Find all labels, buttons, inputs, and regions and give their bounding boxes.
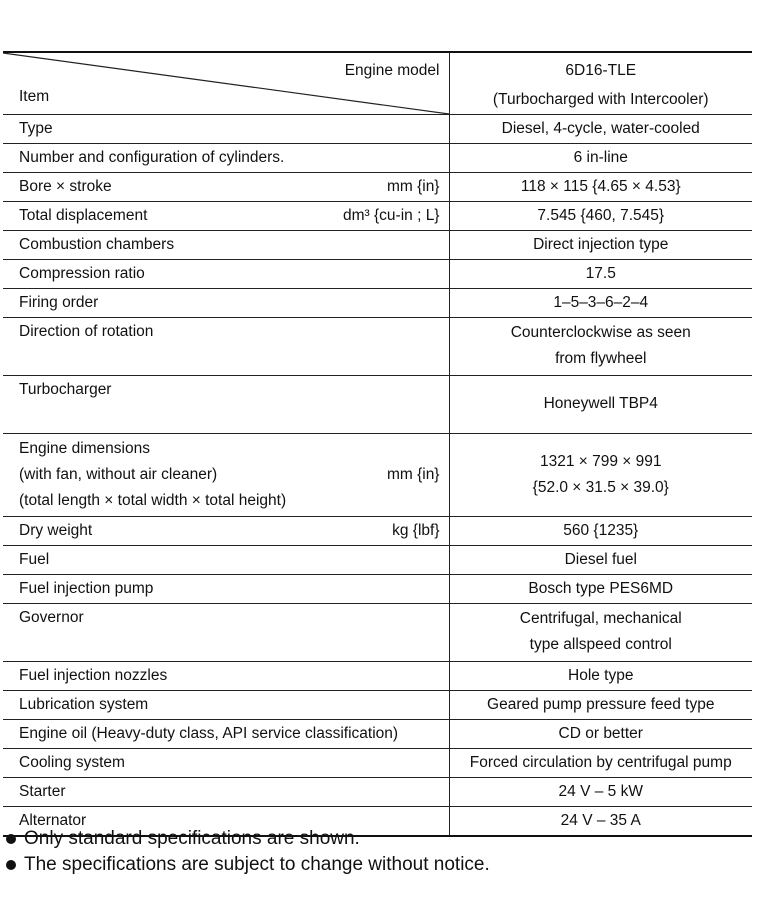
- row-item: Total displacement: [19, 207, 148, 224]
- header-item-cell: [3, 52, 449, 115]
- model-name: 6D16-TLE: [565, 62, 637, 79]
- table-row: [3, 749, 752, 778]
- row-item: Starter: [19, 783, 66, 800]
- table-row: [3, 289, 752, 318]
- row-value: Direct injection type: [533, 236, 669, 253]
- notes: [4, 826, 490, 878]
- row-item: Turbocharger: [19, 381, 112, 398]
- row-item: Dry weight: [19, 522, 93, 539]
- table-row: [3, 144, 752, 173]
- table-row: [3, 202, 752, 231]
- row-value-line2: {52.0 × 31.5 × 39.0}: [532, 479, 669, 496]
- row-value: 1321 × 799 × 991: [539, 453, 662, 470]
- row-item: Type: [19, 120, 53, 137]
- row-value: Hole type: [568, 667, 634, 684]
- row-value: Counterclockwise as seen: [510, 324, 691, 341]
- table-row: [3, 376, 752, 434]
- table-row: [3, 115, 752, 144]
- note-text: Only standard specifications are shown.: [24, 828, 360, 849]
- row-value-line2: type allspeed control: [529, 636, 672, 653]
- table-row: [3, 318, 752, 376]
- row-item: Fuel injection nozzles: [19, 667, 168, 684]
- row-value: 118 × 115 {4.65 × 4.53}: [520, 178, 681, 195]
- row-item: Governor: [19, 609, 84, 626]
- row-value: 1–5–3–6–2–4: [553, 294, 649, 311]
- item-label: Item: [19, 88, 50, 105]
- table-row: [3, 546, 752, 575]
- note-item: [4, 826, 490, 852]
- note-item: [4, 852, 490, 878]
- table-row: [3, 720, 752, 749]
- table-row: [3, 173, 752, 202]
- row-value-line2: from flywheel: [555, 350, 647, 367]
- row-item: Engine dimensions: [19, 440, 150, 457]
- row-value: Forced circulation by centrifugal pump: [469, 754, 732, 771]
- row-unit: dm³ {cu-in ; L}: [343, 207, 440, 224]
- table-header-row: [3, 52, 752, 115]
- row-item: Lubrication system: [19, 696, 149, 713]
- model-desc: (Turbocharged with Intercooler): [492, 91, 709, 108]
- table-row: [3, 434, 752, 517]
- row-value: Diesel fuel: [564, 551, 637, 568]
- row-value: 560 {1235}: [563, 522, 639, 539]
- row-value: Geared pump pressure feed type: [487, 696, 715, 713]
- row-item: Number and configuration of cylinders.: [19, 149, 285, 166]
- row-value: 24 V – 35 A: [560, 812, 641, 829]
- row-item: Engine oil (Heavy-duty class, API service classification): [19, 725, 399, 742]
- row-item-line2: (with fan, without air cleaner): [19, 466, 218, 483]
- row-value: Diesel, 4-cycle, water-cooled: [501, 120, 700, 137]
- engine-model-label: Engine model: [344, 62, 440, 79]
- table-row: [3, 575, 752, 604]
- note-text: The specifications are subject to change without notice.: [24, 854, 490, 875]
- header-model-cell: [449, 52, 752, 115]
- table-row: [3, 260, 752, 289]
- row-item: Cooling system: [19, 754, 125, 771]
- row-item-line3: (total length × total width × total height): [19, 492, 287, 509]
- row-value: 17.5: [585, 265, 616, 282]
- table-row: [3, 231, 752, 260]
- row-item: Compression ratio: [19, 265, 145, 282]
- table-row: [3, 662, 752, 691]
- spec-table: [3, 51, 752, 837]
- row-item: Firing order: [19, 294, 99, 311]
- row-item: Combustion chambers: [19, 236, 175, 253]
- row-item: Fuel injection pump: [19, 580, 154, 597]
- row-item: Alternator: [19, 812, 87, 829]
- row-value: Centrifugal, mechanical: [519, 610, 682, 627]
- row-unit: mm {in}: [386, 178, 440, 195]
- table-row: [3, 691, 752, 720]
- row-unit: kg {lbf}: [392, 522, 440, 539]
- row-value: 24 V – 5 kW: [558, 783, 643, 800]
- bullet-icon: [6, 860, 16, 870]
- row-value: Bosch type PES6MD: [528, 580, 674, 597]
- row-item: Fuel: [19, 551, 50, 568]
- row-value: 6 in-line: [573, 149, 628, 166]
- table-row: [3, 778, 752, 807]
- row-value: Honeywell TBP4: [543, 395, 658, 412]
- row-item: Bore × stroke: [19, 178, 112, 195]
- table-row: [3, 517, 752, 546]
- table-row: [3, 604, 752, 662]
- row-item: Direction of rotation: [19, 323, 154, 340]
- row-value: 7.545 {460, 7.545}: [537, 207, 665, 224]
- bullet-icon: [6, 834, 16, 844]
- row-unit: mm {in}: [386, 466, 440, 483]
- row-value: CD or better: [558, 725, 643, 742]
